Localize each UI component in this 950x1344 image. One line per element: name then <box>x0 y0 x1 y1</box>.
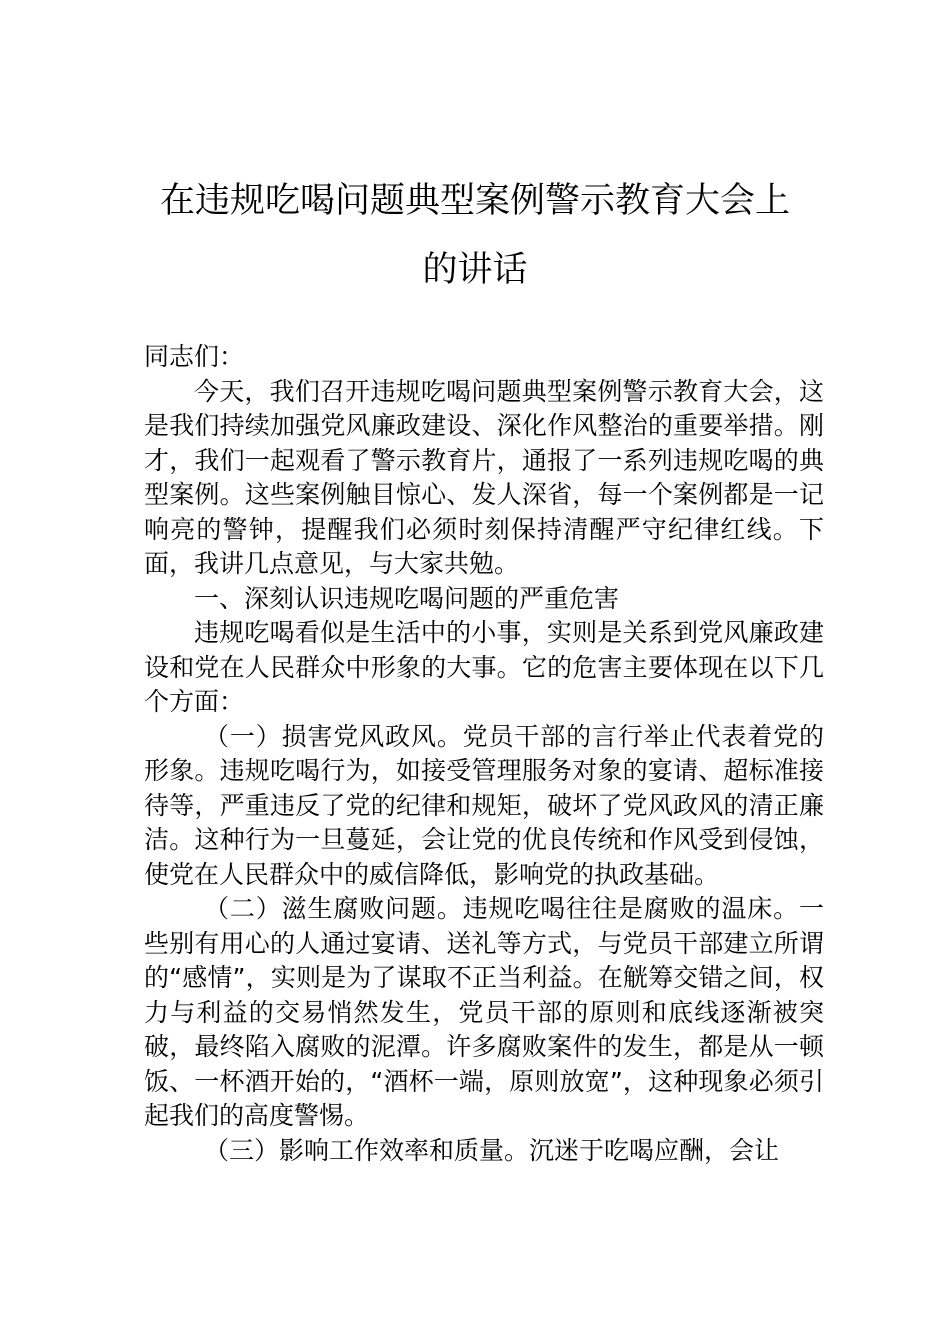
document-body <box>144 340 824 1168</box>
paragraph-harm-overview: 违规吃喝看似是生活中的小事，实则是关系到党风廉政建设和党在人民群众中形象的大事。它的危害主要体现在以下几个方面： <box>144 618 824 716</box>
paragraph-point-2: （二）滋生腐败问题。违规吃喝往往是腐败的温床。一些别有用心的人通过宴请、送礼等方式，与党员干部建立所谓的“感情”，实则是为了谋取不正当利益。在觥筹交错之间，权力与利益的交易悄然发生，党员干部的原则和底线逐渐被突破，最终陷入腐败的泥潭。许多腐败案件的发生，都是从一顿饭、一杯酒开始的，“酒杯一端，原则放宽”，这种现象必须引起我们的高度警惕。 <box>144 894 824 1130</box>
document-title-line-1: 在违规吃喝问题典型案例警示教育大会上 <box>159 181 790 221</box>
paragraph-point-1: （一）损害党风政风。党员干部的言行举止代表着党的形象。违规吃喝行为，如接受管理服务对象的宴请、超标准接待等，严重违反了党的纪律和规矩，破坏了党风政风的清正廉洁。这种行为一旦蔓延，会让党的优良传统和作风受到侵蚀，使党在人民群众中的威信降低，影响党的执政基础。 <box>144 721 824 889</box>
salutation: 同志们： <box>144 342 245 371</box>
section-heading-1: 一、深刻认识违规吃喝问题的严重危害 <box>194 583 620 613</box>
document-title-line-2: 的讲话 <box>422 250 528 290</box>
paragraph-point-3: （三）影响工作效率和质量。沉迷于吃喝应酬，会让 <box>204 1135 780 1165</box>
paragraph-intro: 今天，我们召开违规吃喝问题典型案例警示教育大会，这是我们持续加强党风廉政建设、深化作风整治的重要举措。刚才，我们一起观看了警示教育片，通报了一系列违规吃喝的典型案例。这些案例触目惊心、发人深省，每一个案例都是一记响亮的警钟，提醒我们必须时刻保持清醒严守纪律红线。下面，我讲几点意见，与大家共勉。 <box>144 376 824 578</box>
